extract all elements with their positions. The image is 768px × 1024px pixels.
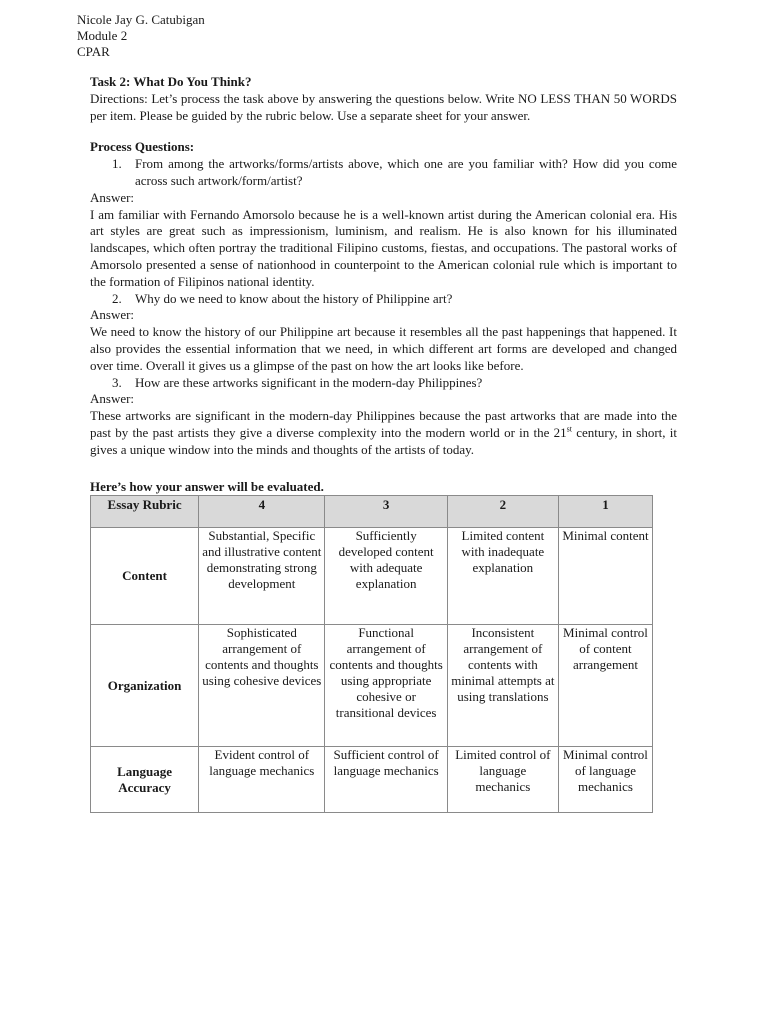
question-number: 1. bbox=[112, 156, 122, 172]
question-text: How are these artworks significant in the modern-day Philippines? bbox=[135, 374, 483, 390]
answer-label: Answer: bbox=[90, 307, 135, 323]
question-text: Why do we need to know about the history of Philippine art? bbox=[135, 290, 453, 306]
rubric-criterion: Organization bbox=[91, 625, 199, 747]
rubric-cell: Minimal control of content arrangement bbox=[558, 625, 652, 747]
rubric-cell: Inconsistent arrangement of contents with minimal attempts at using translations bbox=[447, 625, 558, 747]
student-header bbox=[77, 12, 205, 60]
rubric-row-content bbox=[91, 528, 653, 625]
rubric-cell: Minimal content bbox=[558, 528, 652, 625]
rubric-row-language-accuracy bbox=[91, 747, 653, 813]
rubric-header-cell: 3 bbox=[325, 496, 447, 528]
rubric-cell: Substantial, Specific and illustrative content demonstrating strong development bbox=[199, 528, 325, 625]
rubric-header-cell: Essay Rubric bbox=[91, 496, 199, 528]
answer-3-text bbox=[90, 408, 677, 458]
directions-text: Directions: Let’s process the task above by answering the questions below. Write NO LESS THAN 50 WORDS per item. Please be guided by the rubric below. Use a separate sheet for your answer. bbox=[90, 90, 677, 123]
question-number: 2. bbox=[112, 290, 122, 306]
rubric-cell: Limited control of language mechanics bbox=[447, 747, 558, 813]
module-label: Module 2 bbox=[77, 28, 128, 43]
rubric-row-organization bbox=[91, 625, 653, 747]
answer-label: Answer: bbox=[90, 189, 135, 205]
question-2 bbox=[90, 291, 677, 308]
process-questions-title: Process Questions: bbox=[90, 139, 195, 155]
answer-2-text: We need to know the history of our Philippine art because it resembles all the past happenings that happened. It also provides the essential information that we need, in which different art forms are developed and changed over time. Overall it gives us a glimpse of the past on how the art looks like before. bbox=[90, 324, 677, 373]
rubric-cell: Sufficient control of language mechanics bbox=[325, 747, 447, 813]
answer-1-text: I am familiar with Fernando Amorsolo because he is a well-known artist during the American colonial era. His art styles are great such as impressionism, luminism, and realism. He is also known for his illuminated landscapes, which often portray the traditional Filipino customs, fiestas, and occupations. The pastoral works of Amorsolo presented a sense of nationhood in counterpoint to the American colonial rule which is important to the formation of Filipinos national identity. bbox=[90, 206, 677, 289]
rubric-header-row bbox=[91, 496, 653, 528]
rubric-cell: Limited content with inadequate explanation bbox=[447, 528, 558, 625]
evaluation-title: Here’s how your answer will be evaluated. bbox=[90, 478, 324, 494]
rubric-criterion: Content bbox=[91, 528, 199, 625]
task-title: Task 2: What Do You Think? bbox=[90, 74, 252, 89]
question-3 bbox=[90, 375, 677, 392]
question-number: 3. bbox=[112, 374, 122, 390]
essay-rubric-table bbox=[90, 495, 653, 813]
rubric-cell: Minimal control of language mechanics bbox=[558, 747, 652, 813]
answer-3-part-b: century, in short, it gives a unique window into the minds and thoughts of the artists of today. bbox=[90, 424, 677, 457]
rubric-header-cell: 4 bbox=[199, 496, 325, 528]
rubric-header-cell: 1 bbox=[558, 496, 652, 528]
ordinal-suffix: st bbox=[566, 424, 572, 434]
subject-label: CPAR bbox=[77, 44, 110, 59]
document-body bbox=[90, 74, 677, 813]
rubric-criterion: Language Accuracy bbox=[91, 747, 199, 813]
answer-3-part-a: These artworks are significant in the modern-day Philippines because the past artworks that are made into the past by the past artists they give a diverse complexity into the modern world or in the 21 bbox=[90, 408, 677, 440]
answer-label: Answer: bbox=[90, 391, 135, 407]
rubric-cell: Evident control of language mechanics bbox=[199, 747, 325, 813]
question-text: From among the artworks/forms/artists above, which one are you familiar with? How did you come across such artwork/form/artist? bbox=[135, 156, 677, 188]
student-name: Nicole Jay G. Catubigan bbox=[77, 12, 205, 27]
rubric-header-cell: 2 bbox=[447, 496, 558, 528]
rubric-cell: Sufficiently developed content with adequate explanation bbox=[325, 528, 447, 625]
question-1 bbox=[90, 156, 677, 190]
rubric-cell: Sophisticated arrangement of contents and thoughts using cohesive devices bbox=[199, 625, 325, 747]
rubric-cell: Functional arrangement of contents and thoughts using appropriate cohesive or transitional devices bbox=[325, 625, 447, 747]
